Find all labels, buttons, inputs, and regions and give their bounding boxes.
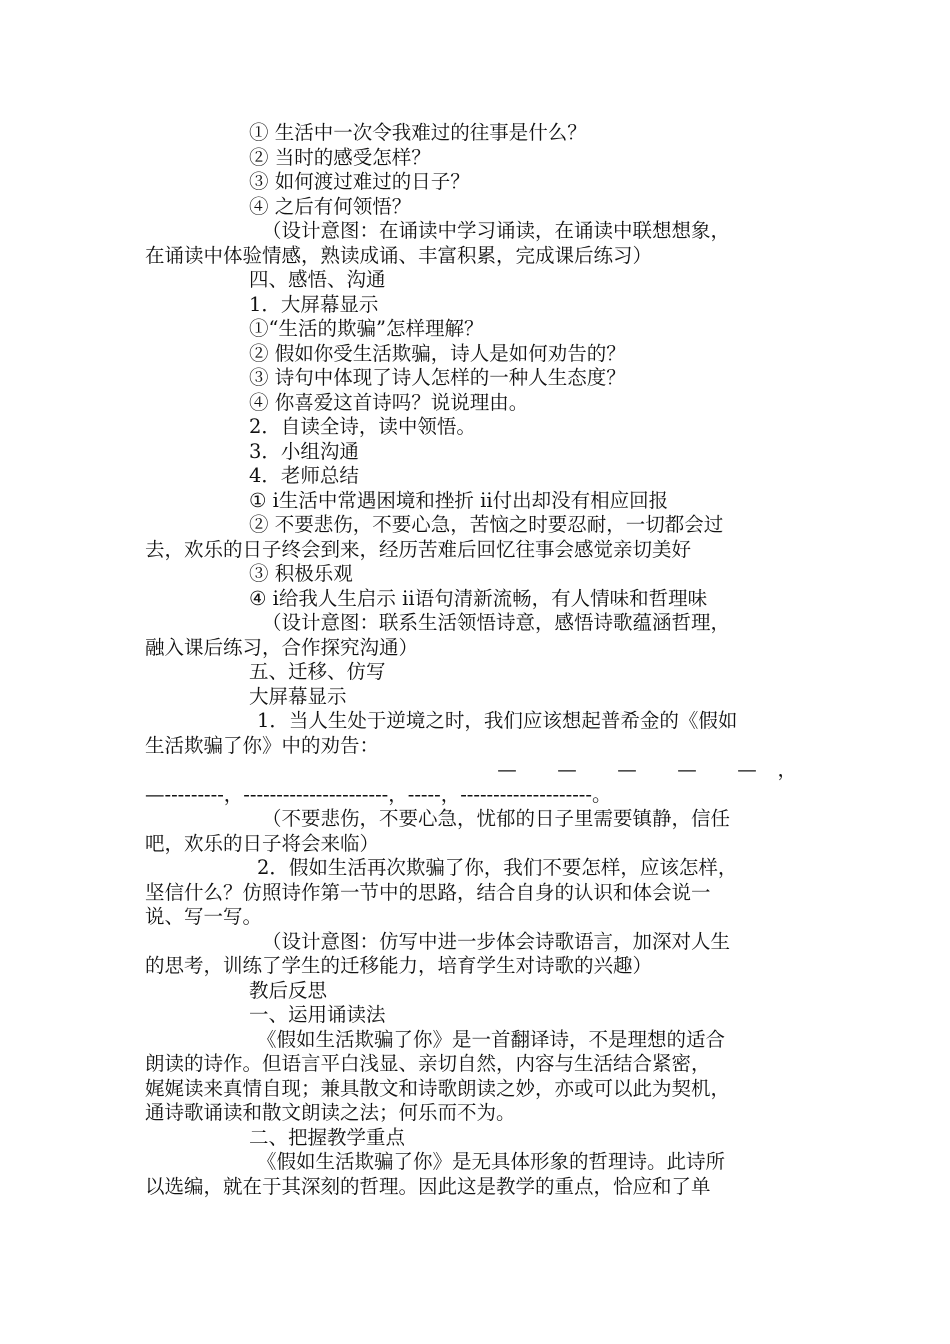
text-line: 以选编，就在于其深刻的哲理。因此这是教学的重点，恰应和了单 — [145, 1174, 711, 1198]
text-line: ④ 之后有何领悟？ — [249, 194, 412, 218]
text-line: 生活欺骗了你》中的劝告： — [145, 733, 380, 757]
fill-in-blank-row — [145, 758, 805, 783]
text-line: 说、写一写。 — [145, 905, 263, 928]
text-line: 2．假如生活再次欺骗了你，我们不要怎样，应该怎样， — [257, 856, 738, 879]
document-body — [145, 121, 805, 1199]
text-line: （不要悲伤，不要心急，忧郁的日子里需要镇静，信任 — [262, 807, 731, 830]
text-line: （设计意图：仿写中进一步体会诗歌语言，加深对人生 — [262, 929, 731, 953]
text-line: ③ 诗句中体现了诗人怎样的一种人生态度？ — [249, 366, 626, 389]
text-line: 通诗歌诵读和散文朗读之法；何乐而不为。 — [145, 1101, 516, 1124]
text-line: 去，欢乐的日子终会到来，经历苦难后回忆往事会感觉亲切美好 — [145, 537, 692, 561]
blank-dash: — — [677, 758, 697, 781]
text-line: 1．大屏幕显示 — [249, 292, 379, 316]
blank-dash: — — [557, 758, 577, 781]
text-line: 吧，欢乐的日子将会来临） — [145, 831, 380, 855]
text-line: ① 生活中一次令我难过的往事是什么？ — [249, 121, 587, 144]
text-line: 融入课后练习，合作探究沟通） — [145, 635, 419, 659]
blank-dash: — — [737, 758, 757, 781]
section-heading: 一、运用诵读法 — [249, 1003, 386, 1026]
text-line: 娓娓读来真情自现；兼具散文和诗歌朗读之妙，亦或可以此为契机， — [145, 1076, 731, 1100]
text-line: 4．老师总结 — [249, 464, 359, 487]
section-heading: 二、把握教学重点 — [249, 1125, 406, 1149]
text-line: ② 假如你受生活欺骗，诗人是如何劝告的？ — [249, 341, 626, 365]
text-line: （设计意图：在诵读中学习诵读，在诵读中联想想象， — [262, 219, 731, 242]
blank-comma: ， — [777, 758, 797, 781]
text-line: ①“生活的欺骗”怎样理解？ — [249, 317, 484, 340]
text-line: 在诵读中体验情感，熟读成诵、丰富积累，完成课后练习） — [145, 243, 653, 267]
text-line: ① ⅰ生活中常遇困境和挫折 ⅱ付出却没有相应回报 — [249, 488, 669, 512]
text-line: ② 不要悲伤，不要心急，苦恼之时要忍耐，一切都会过 — [249, 513, 724, 536]
section-heading: 教后反思 — [249, 978, 328, 1002]
blank-dash: — — [497, 758, 517, 781]
text-line: ④ ⅰ给我人生启示 ⅱ语句清新流畅，有人情味和哲理味 — [249, 586, 708, 610]
text-line: ② 当时的感受怎样？ — [249, 145, 431, 169]
text-line: 1．当人生处于逆境之时，我们应该想起普希金的《假如 — [257, 709, 738, 732]
blank-dash: — — [617, 758, 637, 781]
text-line: ③ 如何渡过难过的日子？ — [249, 170, 470, 193]
text-line: 3．小组沟通 — [249, 439, 359, 463]
section-heading: 四、感悟、沟通 — [249, 268, 386, 291]
text-line: 《假如生活欺骗了你》是无具体形象的哲理诗。此诗所 — [257, 1150, 726, 1173]
text-line: 2．自读全诗，读中领悟。 — [249, 415, 476, 438]
text-line: 《假如生活欺骗了你》是一首翻译诗，不是理想的适合 — [257, 1027, 726, 1051]
text-line: ④ 你喜爱这首诗吗？说说理由。 — [249, 390, 529, 414]
text-line: 大屏幕显示 — [249, 684, 347, 708]
text-line: 坚信什么？仿照诗作第一节中的思路，结合自身的认识和体会说一 — [145, 880, 711, 904]
text-line: 朗读的诗作。但语言平白浅显、亲切自然，内容与生活结合紧密， — [145, 1052, 711, 1075]
section-heading: 五、迁移、仿写 — [249, 660, 386, 683]
text-line: 的思考，训练了学生的迁移能力，培育学生对诗歌的兴趣） — [145, 954, 653, 977]
text-line: （设计意图：联系生活领悟诗意，感悟诗歌蕴涵哲理， — [262, 611, 731, 634]
fill-in-blank-line: —---------，----------------------，-----，--------------------。 — [145, 782, 612, 806]
text-line: ③ 积极乐观 — [249, 562, 353, 585]
